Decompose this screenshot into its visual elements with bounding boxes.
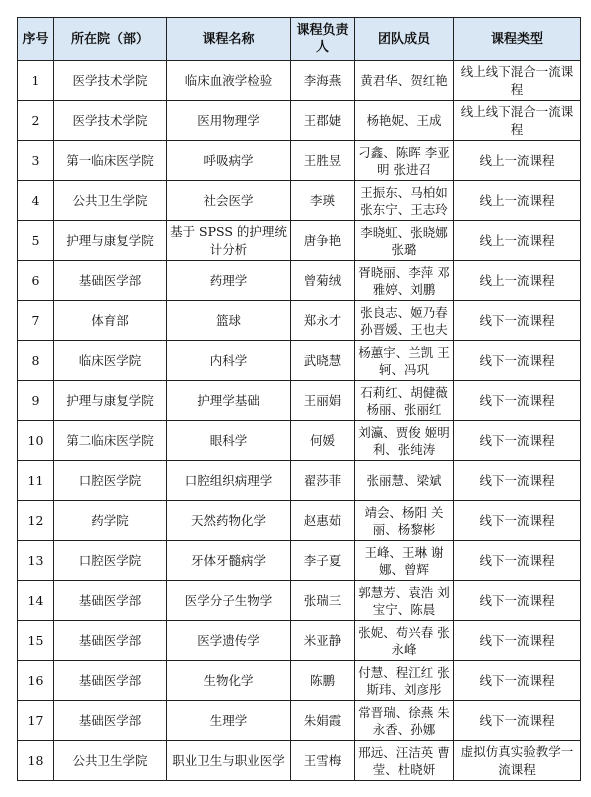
cell-index: 8: [18, 341, 54, 381]
cell-course: 眼科学: [167, 421, 291, 461]
cell-index: 6: [18, 261, 54, 301]
header-index: 序号: [18, 18, 54, 61]
cell-index: 14: [18, 581, 54, 621]
table-row: [18, 701, 581, 741]
cell-index: 17: [18, 701, 54, 741]
cell-college: 口腔医学院: [54, 461, 167, 501]
cell-type: 线下一流课程: [454, 541, 581, 581]
table-row: [18, 461, 581, 501]
cell-index: 16: [18, 661, 54, 701]
cell-college: 公共卫生学院: [54, 181, 167, 221]
cell-team: 靖会、杨阳 关丽、杨黎彬: [355, 501, 454, 541]
cell-course: 护理学基础: [167, 381, 291, 421]
header-course: 课程名称: [167, 18, 291, 61]
cell-index: 5: [18, 221, 54, 261]
cell-college: 护理与康复学院: [54, 381, 167, 421]
cell-type: 线下一流课程: [454, 501, 581, 541]
cell-leader: 唐争艳: [291, 221, 355, 261]
cell-leader: 李海燕: [291, 61, 355, 101]
cell-type: 线上一流课程: [454, 261, 581, 301]
cell-type: 虚拟仿真实验教学一流课程: [454, 741, 581, 781]
cell-index: 15: [18, 621, 54, 661]
cell-college: 公共卫生学院: [54, 741, 167, 781]
cell-type: 线下一流课程: [454, 701, 581, 741]
course-table: [17, 17, 581, 781]
cell-course: 生理学: [167, 701, 291, 741]
cell-team: 王峰、王琳 谢娜、曾辉: [355, 541, 454, 581]
cell-leader: 陈鹏: [291, 661, 355, 701]
cell-index: 12: [18, 501, 54, 541]
cell-leader: 曾菊绒: [291, 261, 355, 301]
cell-type: 线下一流课程: [454, 381, 581, 421]
table-row: [18, 101, 581, 141]
cell-college: 基础医学部: [54, 661, 167, 701]
cell-team: 石莉红、胡健薇 杨丽、张丽红: [355, 381, 454, 421]
cell-course: 医学遗传学: [167, 621, 291, 661]
cell-college: 体育部: [54, 301, 167, 341]
cell-index: 9: [18, 381, 54, 421]
table-row: [18, 341, 581, 381]
cell-leader: 王雪梅: [291, 741, 355, 781]
cell-leader: 何媛: [291, 421, 355, 461]
cell-course: 临床血液学检验: [167, 61, 291, 101]
cell-course: 药理学: [167, 261, 291, 301]
cell-type: 线下一流课程: [454, 581, 581, 621]
cell-course: 内科学: [167, 341, 291, 381]
cell-leader: 赵惠茹: [291, 501, 355, 541]
cell-leader: 郑永才: [291, 301, 355, 341]
table-row: [18, 61, 581, 101]
cell-leader: 翟莎菲: [291, 461, 355, 501]
cell-index: 4: [18, 181, 54, 221]
cell-course: 社会医学: [167, 181, 291, 221]
cell-college: 医学技术学院: [54, 101, 167, 141]
cell-college: 医学技术学院: [54, 61, 167, 101]
cell-type: 线下一流课程: [454, 301, 581, 341]
table-body: [18, 61, 581, 781]
cell-college: 临床医学院: [54, 341, 167, 381]
cell-course: 医用物理学: [167, 101, 291, 141]
cell-type: 线上一流课程: [454, 221, 581, 261]
cell-team: 杨艳妮、王成: [355, 101, 454, 141]
cell-course: 基于 SPSS 的护理统计分析: [167, 221, 291, 261]
cell-college: 基础医学部: [54, 621, 167, 661]
cell-leader: 王郡婕: [291, 101, 355, 141]
cell-index: 10: [18, 421, 54, 461]
cell-college: 基础医学部: [54, 261, 167, 301]
cell-index: 18: [18, 741, 54, 781]
cell-college: 护理与康复学院: [54, 221, 167, 261]
cell-team: 刁鑫、陈晖 李亚明 张进召: [355, 141, 454, 181]
cell-team: 杨蕙宇、兰凯 王轲、冯巩: [355, 341, 454, 381]
table-row: [18, 581, 581, 621]
table-row: [18, 741, 581, 781]
cell-college: 第二临床医学院: [54, 421, 167, 461]
table-row: [18, 221, 581, 261]
cell-index: 3: [18, 141, 54, 181]
table-row: [18, 301, 581, 341]
cell-type: 线下一流课程: [454, 621, 581, 661]
table-row: [18, 621, 581, 661]
cell-type: 线下一流课程: [454, 661, 581, 701]
cell-college: 口腔医学院: [54, 541, 167, 581]
cell-type: 线下一流课程: [454, 421, 581, 461]
cell-index: 13: [18, 541, 54, 581]
cell-type: 线下一流课程: [454, 341, 581, 381]
cell-course: 职业卫生与职业医学: [167, 741, 291, 781]
cell-course: 牙体牙髓病学: [167, 541, 291, 581]
cell-type: 线上一流课程: [454, 141, 581, 181]
cell-leader: 李瑛: [291, 181, 355, 221]
cell-type: 线上线下混合一流课程: [454, 101, 581, 141]
cell-course: 天然药物化学: [167, 501, 291, 541]
cell-index: 2: [18, 101, 54, 141]
cell-team: 王振东、马柏如 张东宁、王志玲: [355, 181, 454, 221]
cell-leader: 李子夏: [291, 541, 355, 581]
cell-leader: 朱娟霞: [291, 701, 355, 741]
cell-course: 生物化学: [167, 661, 291, 701]
cell-team: 张丽慧、梁斌: [355, 461, 454, 501]
cell-leader: 王胜昱: [291, 141, 355, 181]
cell-type: 线下一流课程: [454, 461, 581, 501]
header-row: [18, 18, 581, 61]
cell-college: 第一临床医学院: [54, 141, 167, 181]
header-team: 团队成员: [355, 18, 454, 61]
cell-course: 医学分子生物学: [167, 581, 291, 621]
table-row: [18, 541, 581, 581]
cell-type: 线上线下混合一流课程: [454, 61, 581, 101]
cell-college: 基础医学部: [54, 581, 167, 621]
cell-team: 黄君华、贺红艳: [355, 61, 454, 101]
cell-leader: 张瑞三: [291, 581, 355, 621]
cell-team: 李晓虹、张晓娜 张璐: [355, 221, 454, 261]
cell-team: 常晋瑞、徐燕 朱永香、孙娜: [355, 701, 454, 741]
cell-type: 线上一流课程: [454, 181, 581, 221]
cell-index: 7: [18, 301, 54, 341]
table-row: [18, 381, 581, 421]
cell-college: 药学院: [54, 501, 167, 541]
cell-leader: 武晓慧: [291, 341, 355, 381]
table-row: [18, 661, 581, 701]
cell-college: 基础医学部: [54, 701, 167, 741]
header-leader: 课程负责人: [291, 18, 355, 61]
header-type: 课程类型: [454, 18, 581, 61]
cell-team: 张妮、苟兴春 张永峰: [355, 621, 454, 661]
cell-index: 1: [18, 61, 54, 101]
cell-team: 张良志、姬乃春 孙晋媛、王也夫: [355, 301, 454, 341]
cell-course: 篮球: [167, 301, 291, 341]
table-row: [18, 141, 581, 181]
header-college: 所在院（部）: [54, 18, 167, 61]
table-row: [18, 261, 581, 301]
cell-leader: 王丽娟: [291, 381, 355, 421]
table-row: [18, 501, 581, 541]
table-row: [18, 181, 581, 221]
cell-team: 付慧、程江红 张斯玮、刘彦彤: [355, 661, 454, 701]
cell-team: 邢远、汪洁英 曹莹、杜晓妍: [355, 741, 454, 781]
cell-team: 胥晓丽、李萍 邓雅婷、刘鹏: [355, 261, 454, 301]
cell-team: 郭慧芳、袁浩 刘宝宁、陈晨: [355, 581, 454, 621]
table-row: [18, 421, 581, 461]
cell-index: 11: [18, 461, 54, 501]
cell-course: 呼吸病学: [167, 141, 291, 181]
cell-team: 刘瀛、贾俊 姬明利、张纯涛: [355, 421, 454, 461]
cell-course: 口腔组织病理学: [167, 461, 291, 501]
cell-leader: 米亚静: [291, 621, 355, 661]
